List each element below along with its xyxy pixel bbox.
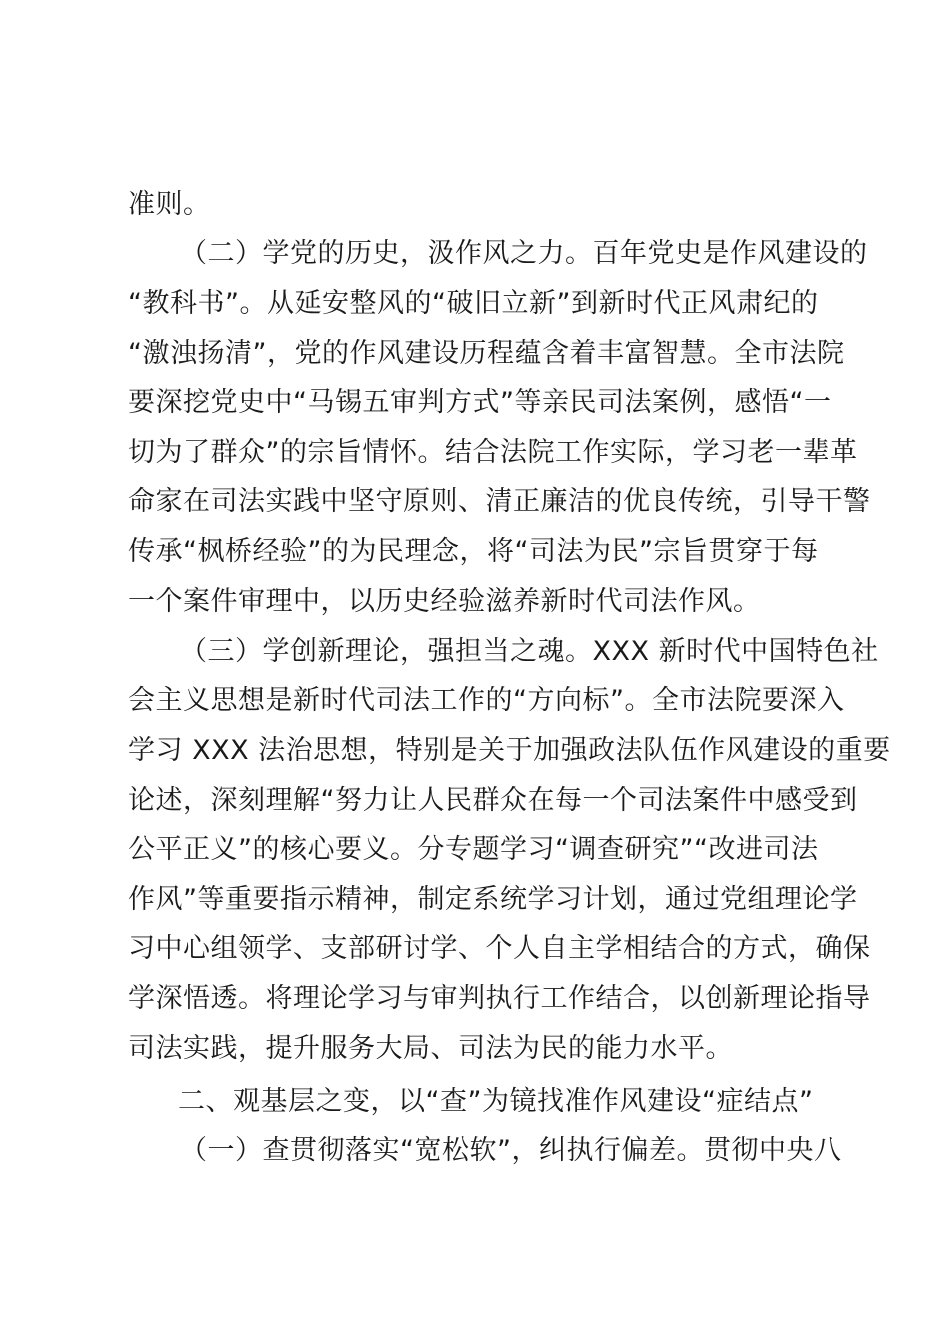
paragraph-line: 准则。: [128, 189, 211, 220]
paragraph-line: 公平正义”的核心要义。分专题学习“调查研究”“改进司法: [128, 834, 819, 865]
paragraph-line: 论述，深刻理解“努力让人民群众在每一个司法案件中感受到: [128, 785, 858, 816]
paragraph-line: 作风”等重要指示精神，制定系统学习计划，通过党组理论学: [128, 884, 858, 915]
paragraph-line: （二）学党的历史，汲作风之力。百年党史是作风建设的: [180, 238, 868, 269]
paragraph-line: “激浊扬清”，党的作风建设历程蕴含着丰富智慧。全市法院: [128, 338, 845, 369]
paragraph-line: （一）查贯彻落实“宽松软”，纠执行偏差。贯彻中央八: [180, 1135, 842, 1166]
paragraph-line: 会主义思想是新时代司法工作的“方向标”。全市法院要深入: [128, 685, 845, 716]
paragraph-line: 司法实践，提升服务大局、司法为民的能力水平。: [128, 1033, 733, 1064]
paragraph-line: “教科书”。从延安整风的“破旧立新”到新时代正风肃纪的: [128, 288, 819, 319]
paragraph-line: 命家在司法实践中坚守原则、清正廉洁的优良传统，引导干警: [128, 486, 871, 517]
section-heading: 二、观基层之变，以“查”为镜找准作风建设“症结点”: [178, 1086, 814, 1117]
paragraph-line: 习中心组领学、支部研讨学、个人自主学相结合的方式，确保: [128, 933, 871, 964]
paragraph-line: 切为了群众”的宗旨情怀。结合法院工作实际，学习老一辈革: [128, 437, 858, 468]
paragraph-line: 传承“枫桥经验”的为民理念，将“司法为民”宗旨贯穿于每: [128, 536, 819, 567]
paragraph-line: 学习 XXX 法治思想，特别是关于加强政法队伍作风建设的重要: [128, 735, 891, 766]
paragraph-line: 一个案件审理中，以历史经验滋养新时代司法作风。: [128, 586, 761, 617]
paragraph-line: （三）学创新理论，强担当之魂。XXX 新时代中国特色社: [180, 636, 879, 667]
paragraph-line: 学深悟透。将理论学习与审判执行工作结合，以创新理论指导: [128, 983, 871, 1014]
paragraph-line: 要深挖党史中“马锡五审判方式”等亲民司法案例，感悟“一: [128, 387, 832, 418]
